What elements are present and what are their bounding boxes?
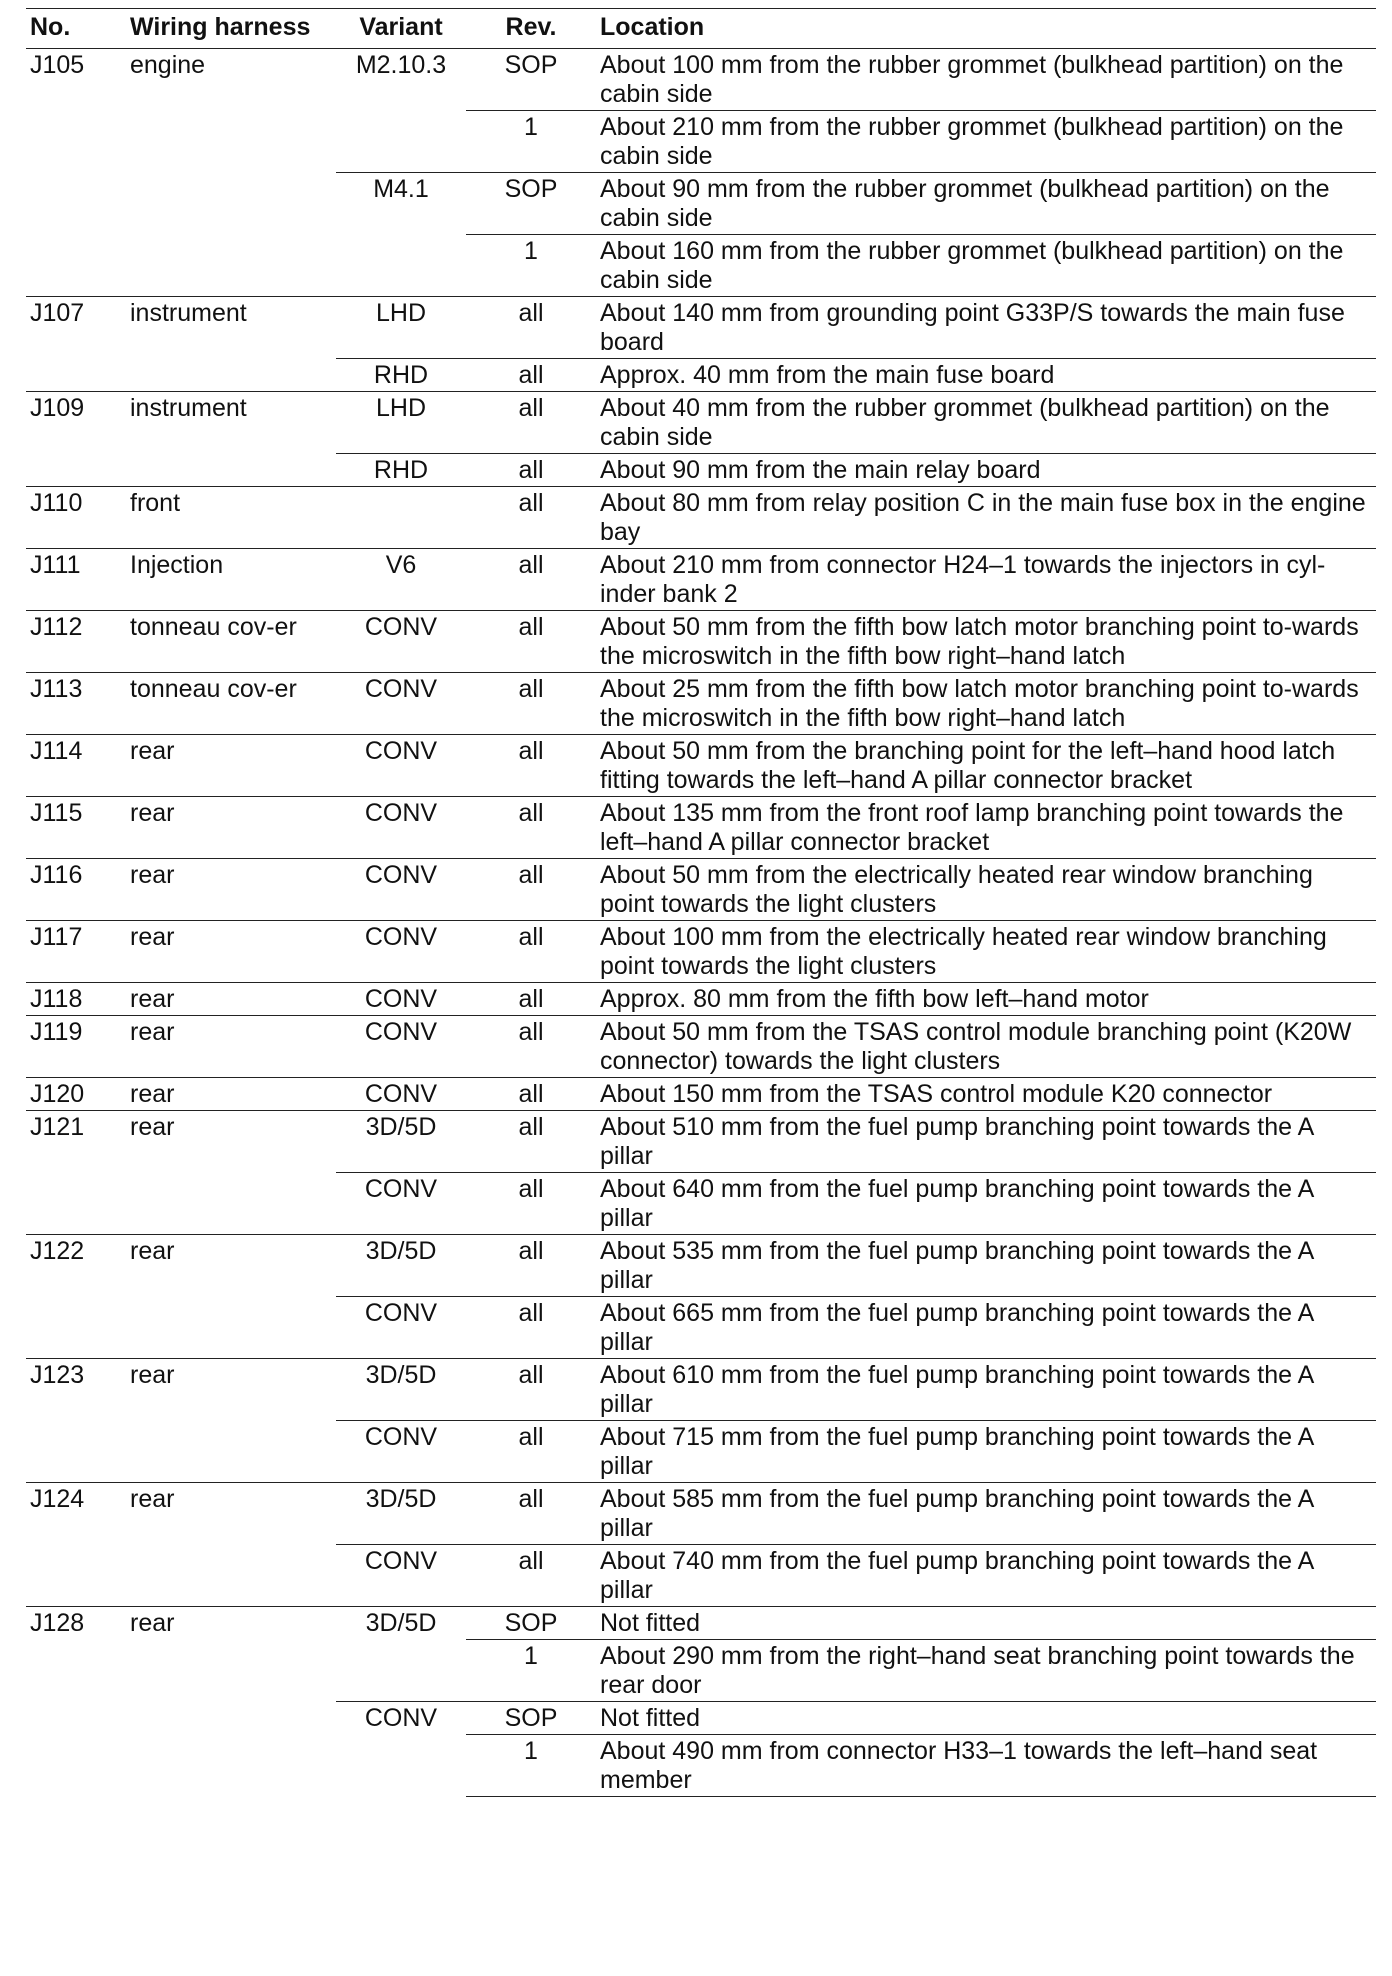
location-cell: About 210 mm from connector H24–1 towards the injectors in cyl-inder bank 2 [596,549,1376,611]
revision-cell: all [466,611,596,673]
variant-cell: 3D/5D [336,1607,466,1702]
table-header-row [26,9,1376,49]
revision-cell: 1 [466,111,596,173]
location-cell: About 100 mm from the rubber grommet (bulkhead partition) on the cabin side [596,49,1376,111]
table-row [26,921,1376,983]
junction-number: J128 [26,1607,126,1797]
table-body [26,49,1376,1797]
wiring-harness-name: rear [126,735,336,797]
revision-cell: SOP [466,49,596,111]
location-cell: About 80 mm from relay position C in the main fuse box in the engine bay [596,487,1376,549]
revision-cell: all [466,1111,596,1173]
location-cell: Approx. 80 mm from the fifth bow left–hand motor [596,983,1376,1016]
revision-cell: all [466,1483,596,1545]
variant-cell: LHD [336,297,466,359]
header-variant: Variant [359,13,443,41]
location-cell: About 510 mm from the fuel pump branching point towards the A pillar [596,1111,1376,1173]
location-cell: About 100 mm from the electrically heated rear window branching point towards the light clusters [596,921,1376,983]
location-cell: About 90 mm from the main relay board [596,454,1376,487]
table-row [26,1235,1376,1297]
variant-cell: CONV [336,611,466,673]
revision-cell: all [466,983,596,1016]
junction-number: J105 [26,49,126,297]
revision-cell: all [466,797,596,859]
wiring-harness-name: rear [126,1016,336,1078]
revision-cell: SOP [466,1702,596,1735]
wiring-harness-name: tonneau cov-er [126,611,336,673]
revision-cell: 1 [466,1640,596,1702]
location-cell: About 50 mm from the branching point for the left–hand hood latch fitting towards the left–hand A pillar connector bracket [596,735,1376,797]
revision-cell: SOP [466,173,596,235]
junction-number: J109 [26,392,126,487]
table-row [26,49,1376,111]
location-cell: About 665 mm from the fuel pump branching point towards the A pillar [596,1297,1376,1359]
revision-cell: all [466,297,596,359]
location-cell: About 140 mm from grounding point G33P/S towards the main fuse board [596,297,1376,359]
variant-cell: RHD [336,454,466,487]
table-row [26,859,1376,921]
variant-cell: 3D/5D [336,1483,466,1545]
location-cell: About 490 mm from connector H33–1 towards the left–hand seat member [596,1735,1376,1797]
wiring-harness-name: rear [126,1111,336,1235]
location-cell: Not fitted [596,1607,1376,1640]
variant-cell [336,487,466,549]
wiring-harness-name: rear [126,1235,336,1359]
table-row [26,1607,1376,1640]
variant-cell: M2.10.3 [336,49,466,173]
wiring-harness-name: rear [126,983,336,1016]
junction-number: J117 [26,921,126,983]
wiring-harness-name: rear [126,859,336,921]
table-row [26,1111,1376,1173]
location-cell: About 715 mm from the fuel pump branching point towards the A pillar [596,1421,1376,1483]
junction-number: J116 [26,859,126,921]
revision-cell: all [466,735,596,797]
wiring-harness-name: Injection [126,549,336,611]
variant-cell: CONV [336,1702,466,1797]
junction-number: J121 [26,1111,126,1235]
variant-cell: CONV [336,1016,466,1078]
variant-cell: CONV [336,859,466,921]
revision-cell: all [466,359,596,392]
location-cell: About 150 mm from the TSAS control module K20 connector [596,1078,1376,1111]
location-cell: About 585 mm from the fuel pump branching point towards the A pillar [596,1483,1376,1545]
wiring-harness-name: rear [126,1607,336,1797]
variant-cell: CONV [336,797,466,859]
table-row [26,983,1376,1016]
revision-cell: all [466,1545,596,1607]
location-cell: About 50 mm from the fifth bow latch motor branching point to-wards the microswitch in the fifth bow right–hand latch [596,611,1376,673]
variant-cell: LHD [336,392,466,454]
variant-cell: V6 [336,549,466,611]
junction-number: J111 [26,549,126,611]
document-page [26,8,1376,1797]
variant-cell: CONV [336,673,466,735]
location-cell: About 160 mm from the rubber grommet (bulkhead partition) on the cabin side [596,235,1376,297]
variant-cell: CONV [336,1545,466,1607]
revision-cell: SOP [466,1607,596,1640]
revision-cell: all [466,859,596,921]
location-cell: About 290 mm from the right–hand seat branching point towards the rear door [596,1640,1376,1702]
junction-number: J118 [26,983,126,1016]
revision-cell: all [466,549,596,611]
wiring-harness-name: front [126,487,336,549]
location-cell: About 50 mm from the electrically heated rear window branching point towards the light clusters [596,859,1376,921]
revision-cell: all [466,392,596,454]
table-row [26,735,1376,797]
table-row [26,611,1376,673]
header-no: No. [30,13,71,41]
variant-cell: CONV [336,1297,466,1359]
wiring-harness-name: instrument [126,392,336,487]
table-row [26,797,1376,859]
location-cell: About 535 mm from the fuel pump branching point towards the A pillar [596,1235,1376,1297]
variant-cell: 3D/5D [336,1235,466,1297]
revision-cell: all [466,1078,596,1111]
junction-number: J123 [26,1359,126,1483]
table-row [26,487,1376,549]
location-cell: About 640 mm from the fuel pump branching point towards the A pillar [596,1173,1376,1235]
junction-number: J119 [26,1016,126,1078]
header-wiring-harness: Wiring harness [130,13,311,41]
location-cell: About 25 mm from the fifth bow latch motor branching point to-wards the microswitch in the fifth bow right–hand latch [596,673,1376,735]
junction-number: J110 [26,487,126,549]
wiring-junction-table [26,8,1376,1797]
revision-cell: all [466,454,596,487]
revision-cell: all [466,1297,596,1359]
revision-cell: 1 [466,235,596,297]
table-row [26,1078,1376,1111]
junction-number: J113 [26,673,126,735]
junction-number: J107 [26,297,126,392]
revision-cell: all [466,1016,596,1078]
variant-cell: CONV [336,983,466,1016]
location-cell: About 210 mm from the rubber grommet (bulkhead partition) on the cabin side [596,111,1376,173]
wiring-harness-name: rear [126,1483,336,1607]
revision-cell: all [466,1235,596,1297]
location-cell: About 135 mm from the front roof lamp branching point towards the left–hand A pillar connector bracket [596,797,1376,859]
location-cell: About 50 mm from the TSAS control module branching point (K20W connector) towards the light clusters [596,1016,1376,1078]
location-cell: About 40 mm from the rubber grommet (bulkhead partition) on the cabin side [596,392,1376,454]
revision-cell: all [466,1359,596,1421]
junction-number: J112 [26,611,126,673]
junction-number: J124 [26,1483,126,1607]
variant-cell: CONV [336,1173,466,1235]
wiring-harness-name: rear [126,1359,336,1483]
variant-cell: 3D/5D [336,1359,466,1421]
header-location: Location [600,13,705,41]
junction-number: J114 [26,735,126,797]
variant-cell: RHD [336,359,466,392]
table-row [26,297,1376,359]
variant-cell: M4.1 [336,173,466,297]
table-row [26,1359,1376,1421]
variant-cell: CONV [336,921,466,983]
variant-cell: CONV [336,1078,466,1111]
table-row [26,1483,1376,1545]
location-cell: Not fitted [596,1702,1376,1735]
junction-number: J122 [26,1235,126,1359]
revision-cell: 1 [466,1735,596,1797]
location-cell: About 90 mm from the rubber grommet (bulkhead partition) on the cabin side [596,173,1376,235]
revision-cell: all [466,1173,596,1235]
revision-cell: all [466,921,596,983]
wiring-harness-name: tonneau cov-er [126,673,336,735]
variant-cell: CONV [336,1421,466,1483]
revision-cell: all [466,673,596,735]
wiring-harness-name: rear [126,1078,336,1111]
variant-cell: 3D/5D [336,1111,466,1173]
table-row [26,673,1376,735]
wiring-harness-name: engine [126,49,336,297]
junction-number: J115 [26,797,126,859]
location-cell: Approx. 40 mm from the main fuse board [596,359,1376,392]
location-cell: About 610 mm from the fuel pump branching point towards the A pillar [596,1359,1376,1421]
revision-cell: all [466,487,596,549]
wiring-harness-name: rear [126,797,336,859]
table-row [26,1016,1376,1078]
table-row [26,392,1376,454]
variant-cell: CONV [336,735,466,797]
junction-number: J120 [26,1078,126,1111]
location-cell: About 740 mm from the fuel pump branching point towards the A pillar [596,1545,1376,1607]
wiring-harness-name: rear [126,921,336,983]
header-rev: Rev. [505,13,557,41]
revision-cell: all [466,1421,596,1483]
wiring-harness-name: instrument [126,297,336,392]
table-row [26,549,1376,611]
